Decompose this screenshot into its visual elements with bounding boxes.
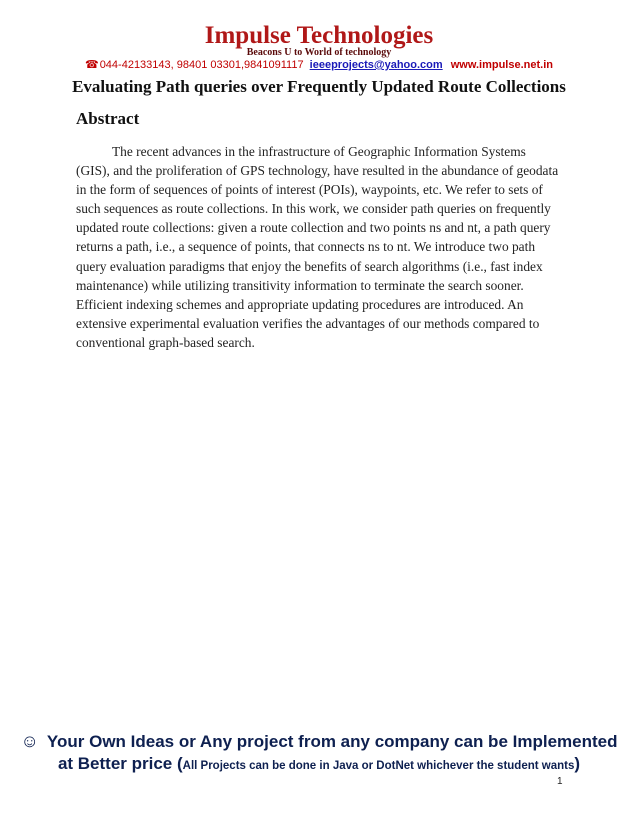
footer-line2-start: at Better price ( — [57, 754, 183, 773]
abstract-heading: Abstract — [76, 109, 140, 128]
email-link[interactable]: ieeeprojects@yahoo.com — [309, 59, 443, 71]
page-number: 1 — [557, 776, 563, 787]
company-tagline: Beacons U to World of technology — [246, 47, 392, 58]
footer-line2-note: All Projects can be done in Java or DotNet whichever the student wants — [182, 760, 575, 772]
abstract-paragraph: The recent advances in the infrastructure of Geographic Information Systems (GIS), and the proliferation of GPS technology, have resulted in the abundance of geodata in the form of sequences of points of interest (POIs), waypoints, etc. We refer to sets of such sequences as route collections. In this work, we consider path queries on frequently updated route collections: given a route collection and two points ns and nt, a path query returns a path, i.e., a sequence of points, that connects ns to nt. We introduce two path query evaluation paradigms that enjoy the benefits of search algorithms (i.e., fast index maintenance) while utilizing transitivity information to terminate the search sooner. Efficient indexing schemes and appropriate updating procedures are introduced. An extensive experimental evaluation verifies the advantages of our methods compared to conventional graph-based search. — [76, 144, 559, 350]
smiley-icon: ☺ — [20, 731, 39, 751]
footer-promo-line2 — [0, 752, 638, 778]
company-name: Impulse Technologies — [204, 22, 434, 49]
phone-icon: ☎ — [84, 59, 99, 71]
contact-line — [0, 58, 638, 72]
footer-line2-end: ) — [574, 754, 581, 773]
phone-numbers: 044-42133143, 98401 03301,9841091117 — [99, 59, 304, 71]
footer-promo-line1 — [0, 729, 638, 754]
abstract-body — [76, 142, 562, 352]
document-title: Evaluating Path queries over Frequently Updated Route Collections — [72, 77, 566, 96]
website-text: www.impulse.net.in — [450, 59, 553, 71]
footer-line1-text: Your Own Ideas or Any project from any company can be Implemented — [46, 732, 618, 751]
